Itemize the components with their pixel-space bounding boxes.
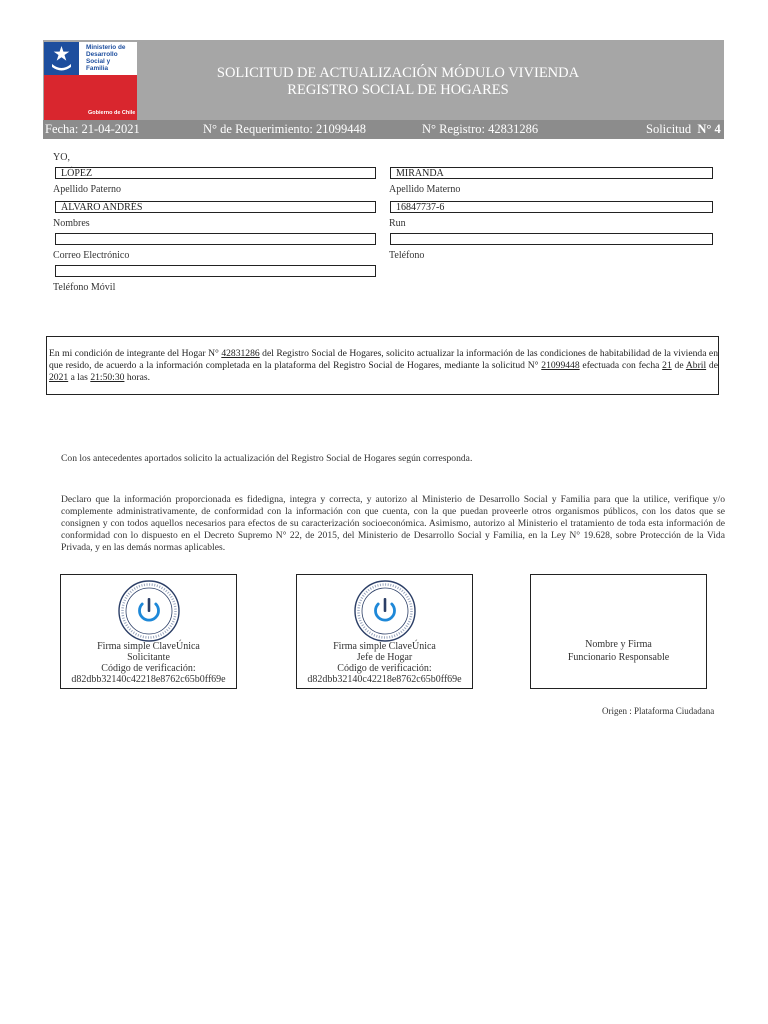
fecha-text: Fecha: 21-04-2021 <box>45 122 140 136</box>
apellido-materno-field[interactable]: MIRANDA <box>390 167 713 179</box>
fecha-hora: 21:50:30 <box>90 372 125 383</box>
declaro-text: Declaro que la información proporcionada es fidedigna, integra y correcta, y autorizo al Ministerio de Desarrollo Social y Familia para que la utilice, verifique y/o complemente administrativamente, de conformidad con la información con que cuenta, con la que puedan proveerle otros organismos públicos, con los datos que se consignen y con todos aquellos necesarios para efectos de su caracterización socioeconómica. Asimismo, autorizo al Ministerio el tratamiento de toda esta información de conformidad con lo dispuesto en el Decreto Supremo N° 22, de 2015, del Ministerio de Desarrollo Social y Familia, en la Ley N° 19.628, sobre Protección de la Vida Privada, y en las demás normas aplicables. <box>61 494 725 553</box>
solicitud-number: 21099448 <box>541 360 580 371</box>
telefono-label: Teléfono <box>389 250 425 261</box>
telefono-field[interactable] <box>390 233 713 245</box>
telefono-movil-label: Teléfono Móvil <box>53 282 116 293</box>
origin-text: Origen : Plataforma Ciudadana <box>602 706 715 716</box>
requerimiento-text: N° de Requerimiento: 21099448 <box>203 122 366 136</box>
fecha-anio: 2021 <box>49 372 69 383</box>
verification-code: d82dbb32140c42218e8762c65b0ff69e <box>307 674 462 685</box>
nombres-field[interactable]: ÁLVARO ANDRÉS <box>55 201 376 213</box>
title-line-2: REGISTRO SOCIAL DE HOGARES <box>287 82 509 98</box>
signature-box-funcionario <box>530 574 707 689</box>
apellido-paterno-field[interactable]: LÓPEZ <box>55 167 376 179</box>
logo-gobierno-text: Gobierno de Chile <box>88 110 136 116</box>
telefono-movil-field[interactable] <box>55 265 376 277</box>
hogar-number: 42831286 <box>221 348 260 359</box>
registro-text: N° Registro: 42831286 <box>422 122 539 136</box>
ministry-logo <box>44 42 137 120</box>
logo-blue-block <box>44 42 79 75</box>
title-line-1: SOLICITUD DE ACTUALIZACIÓN MÓDULO VIVIENDA <box>216 65 580 81</box>
solicitud-text: Solicitud N° 4 <box>646 122 721 136</box>
claveunica-power-seal-icon <box>354 580 416 642</box>
signature-box-solicitante <box>60 574 237 689</box>
logo-ministry-name: Ministerio de Desarrollo Social y Familia <box>86 44 126 72</box>
fecha-mes: Abril <box>685 360 707 371</box>
nombres-label: Nombres <box>53 218 90 229</box>
correo-field[interactable] <box>55 233 376 245</box>
apellido-materno-label: Apellido Materno <box>389 184 461 195</box>
signature-text-solicitante: Firma simple ClaveÚnica Solicitante Código de verificación: d82dbb32140c42218e8762c65b0ff69e <box>61 641 236 685</box>
run-label: Run <box>389 218 406 229</box>
run-field[interactable]: 16847737-6 <box>390 201 713 213</box>
correo-label: Correo Electrónico <box>53 250 130 261</box>
claveunica-power-seal-icon <box>118 580 180 642</box>
funcionario-text: Nombre y Firma Funcionario Responsable <box>567 639 670 663</box>
fecha-dia: 21 <box>662 360 672 371</box>
verification-code: d82dbb32140c42218e8762c65b0ff69e <box>71 674 226 685</box>
apellido-paterno-label: Apellido Paterno <box>53 184 122 195</box>
declaration-box: En mi condición de integrante del Hogar N° 42831286 del Registro Social de Hogares, solicito actualizar la información de las condiciones de habitabilidad de la vivienda en que resido, de acuerdo a la información completada en la plataforma del Registro Social de Hogares, mediante la solicitud N° 21099448 efectuada con fecha 21 de Abril de 2021 a las 21:50:30 horas. <box>46 336 719 395</box>
antecedentes-text: Con los antecedentes aportados solicito la actualización del Registro Social de Hogares según corresponda. <box>61 453 473 464</box>
chile-coat-of-arms-icon <box>44 42 79 75</box>
yo-label: YO, <box>53 152 70 163</box>
signature-text-jefe-hogar: Firma simple ClaveÚnica Jefe de Hogar Código de verificación: d82dbb32140c42218e8762c65b0ff69e <box>297 641 472 685</box>
request-info-bar <box>43 120 724 139</box>
signature-box-jefe-hogar <box>296 574 473 689</box>
page-title <box>150 65 646 99</box>
